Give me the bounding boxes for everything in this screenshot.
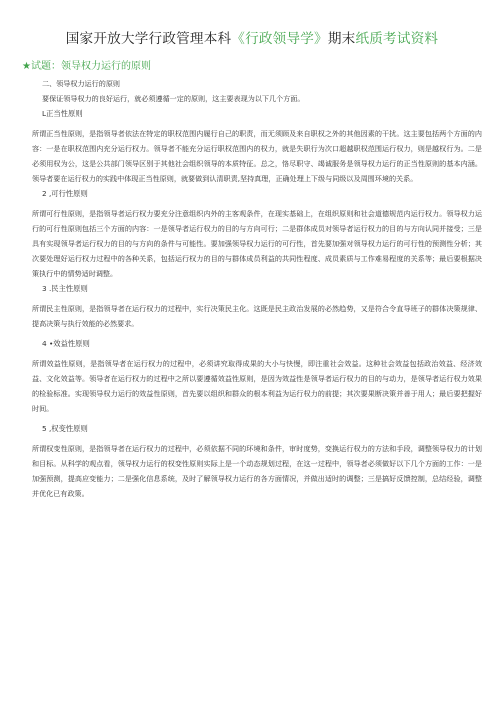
principle-body-5: 所谓权变性原则，是指领导者在运行权力的过程中，必须依据不同的环境和条件，审时度势，变换运行权力的方法和手段，调整领导权力的计划和目标。从科学的观点看，领导权力运行的权变性原则实际上是一个动态规划过程，在这一过程中，领导者必须做好以下几个方面的工作：一是加强预测，提高应变能力；二是强化信息系统，及时了解领导权力运行的各方面情况，并做出适时的调整；三是搞好反馈控制，总结经验，调整并优化已有政策。	[32, 444, 482, 498]
title-part-4: 纸质考试资料	[355, 31, 439, 47]
question-topic: ★试题：领导权力运行的原则	[22, 61, 151, 72]
principle-heading-4: 4 •效益性原则	[42, 339, 90, 348]
principle-heading-2: 2 ,可行性原则	[42, 189, 88, 198]
principle-body-2: 所谓可行性原则，是指领导者运行权力要充分注意组织内外的主客观条件，在现实基础上，在组织原则和社会道德规范内运行权力。领导权力运行的可行性原则包括三个方面的内容：一是领导者运行权力的目的与方向可行；二是群体成员对领导者运行权力的目的与方向认同并接受；三是具有实现领导者运行权力的目的与方向的条件与可能性。要加强领导权力运行的可行性，首先要加强对领导权力运行的可行性的预测性分析；其次要处理好运行权力过程中的各种关系，包括运行权力的目的与群体成员利益的共同性程度、成员素质与工作难易程度的关系等；最后要根据决策执行中的情势适时调整。	[32, 209, 482, 278]
title-part-2: 《行政领导学》	[231, 31, 328, 47]
principle-heading-1: L正当性原则	[42, 109, 83, 118]
principle-heading-3: 3 .民主性原则	[42, 284, 88, 293]
document-title	[22, 30, 482, 48]
section-heading: 二、领导权力运行的原则	[42, 79, 121, 88]
intro-text: 要保证领导权力的良好运行，就必须遵循一定的原则，这主要表现为以下几个方面。	[42, 94, 305, 103]
principle-body-3: 所谓民主性原则，是指领导者在运行权力的过程中，实行决策民主化。这既是民主政治发展的必然趋势，又是符合令直导班子的群体决策规律、提高决策与执行效能的必然要求。	[32, 304, 482, 328]
title-part-3: 期末	[327, 31, 356, 47]
title-part-1: 国家开放大学行政管理本科	[65, 31, 232, 47]
principle-body-4: 所谓效益性原则，是指领导者在运行权力的过程中，必须讲究取得成果的大小与快慢，即注重社会效益。这种社会效益包括政治效益、经济效益、文化效益等。领导者在运行权力的过程中之所以要遵循效益性原则，是因为效益性是领导者运行权力的目的与动力，是领导者运行权力效果的检验标准。实现领导权力运行的效益性原则，首先要以组织和群众的根本利益为运行权力的前提；其次要果断决策并善于用人；最后要把握好时间。	[32, 359, 482, 413]
principle-body-1: 所谓正当性原则，是指领导者依法在特定的职权范围内履行自己的职责，而无须顾及来自职权之外的其他因素的干扰。这主要包括两个方面的内容：一是在职权范围内充分运行权力。领导者不能充分运行职权范围内的权力，就是失职行为次口超越职权范围运行权力，则是越权行为。二是必须用权为公，这是公共部门领导区别于其他社会组织领导的本质特征。总之，恪尽职守、竭诚服务是领导权力运行的正当性原则的基本内涵。领导者要在运行权力的实践中体现正当性原则，就要做到认清职责,坚持真理，正确处理上下级与同级以及周围环境的关系。	[32, 129, 482, 183]
principle-heading-5: 5 ,权变性原则	[42, 424, 88, 433]
document-page	[22, 30, 482, 501]
